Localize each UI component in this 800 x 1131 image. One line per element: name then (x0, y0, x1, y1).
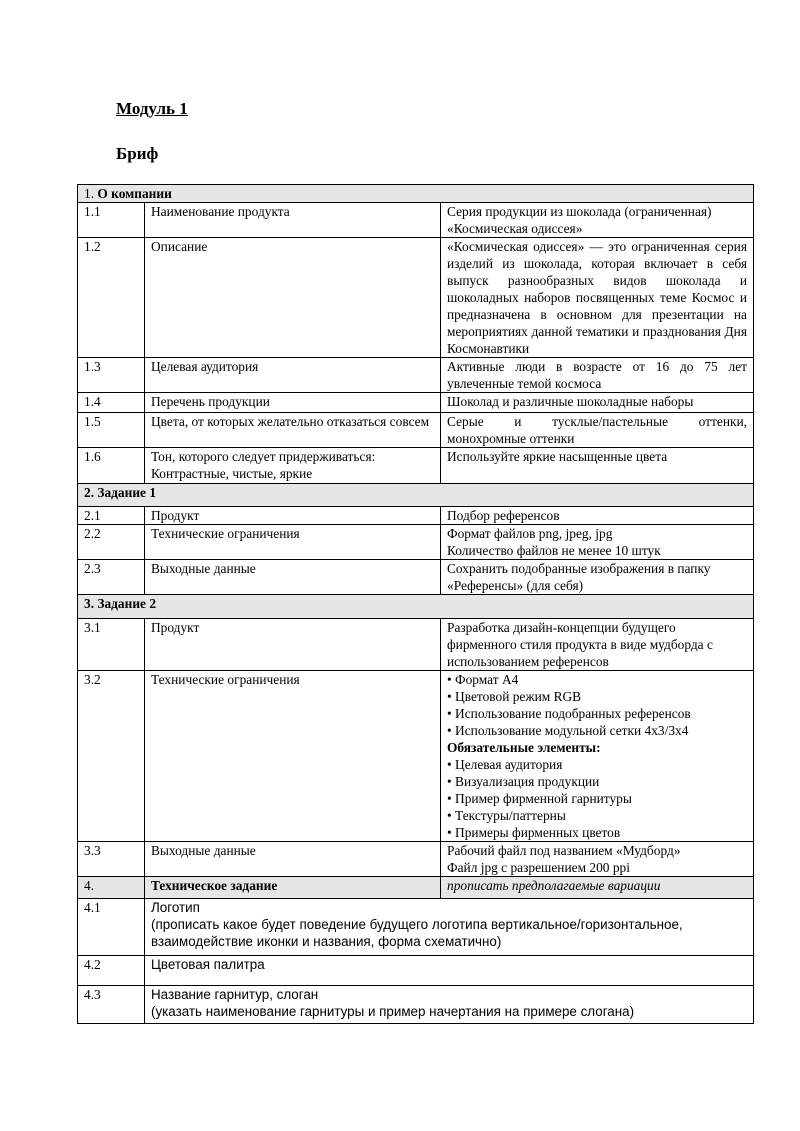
row-label: Выходные данные (145, 842, 441, 877)
row-description (145, 899, 754, 956)
list-item: • Формат А4 (447, 672, 519, 687)
row-label: Целевая аудитория (145, 358, 441, 393)
row-number: 3.2 (78, 671, 145, 842)
row-value: «Космическая одиссея» — это ограниченная серия изделий из шоколада, которая включает в себя выпуск разнообразных видов шоколада и шоколадных наборов посвященных теме Космос и предназначена в основном для презентации на мероприятиях данной тематики и празднования Дня Космонавтики (441, 238, 754, 358)
row-number: 1.5 (78, 413, 145, 448)
row-number: 3.1 (78, 619, 145, 671)
table-row (78, 671, 754, 842)
brief-title: Бриф (116, 144, 159, 163)
section-3-title: 3. Задание 2 (78, 595, 754, 619)
list-item: • Текстуры/паттерны (447, 808, 566, 823)
row-number: 4.2 (78, 956, 145, 986)
required-elements-heading: Обязательные элементы: (447, 740, 601, 755)
row-value (441, 671, 754, 842)
list-item: • Использование подобранных референсов (447, 706, 691, 721)
row-value: Серые и тусклые/пастельные оттенки, монохромные оттенки (441, 413, 754, 448)
row-label: Продукт (145, 619, 441, 671)
row-number: 1.1 (78, 203, 145, 238)
list-item: • Цветовой режим RGB (447, 689, 582, 704)
table-row (78, 238, 754, 358)
row-label: Технические ограничения (145, 525, 441, 560)
table-row (78, 448, 754, 484)
section-1-label: О компании (97, 186, 172, 201)
row-value: Серия продукции из шоколада (ограниченная) «Космическая одиссея» (441, 203, 754, 238)
row-value (441, 507, 754, 525)
list-item: • Визуализация продукции (447, 774, 600, 789)
row-title: Цветовая палитра (151, 957, 265, 972)
row-number: 4.3 (78, 986, 145, 1024)
table-row (78, 986, 754, 1024)
list-item: • Использование модульной сетки 4х3/3х4 (447, 723, 689, 738)
section-4-note: прописать предполагаемые вариации (441, 877, 754, 899)
value-line: Рабочий файл под названием «Мудборд» (447, 843, 681, 858)
row-number: 2.3 (78, 560, 145, 595)
table-row (78, 899, 754, 956)
list-item: • Примеры фирменных цветов (447, 825, 621, 840)
list-item: • Целевая аудитория (447, 757, 563, 772)
table-row (78, 413, 754, 448)
row-label: Наименование продукта (145, 203, 441, 238)
row-value (441, 842, 754, 877)
row-title: Логотип (151, 900, 200, 915)
table-row (78, 358, 754, 393)
row-value: Активные люди в возрасте от 16 до 75 лет увлеченные темой космоса (441, 358, 754, 393)
table-row (78, 203, 754, 238)
section-1-number: 1. (84, 186, 95, 201)
section-1-header (78, 185, 754, 203)
brief-table (77, 184, 754, 1024)
list-item: • Пример фирменной гарнитуры (447, 791, 632, 806)
value-line: Формат файлов png, jpeg, jpg (447, 526, 613, 541)
module-title: Модуль 1 (116, 99, 188, 118)
section-4-number: 4. (78, 877, 145, 899)
row-description (145, 986, 754, 1024)
row-value (441, 560, 754, 595)
table-row (78, 560, 754, 595)
row-label: Выходные данные (145, 560, 441, 595)
row-value (441, 525, 754, 560)
row-label: Технические ограничения (145, 671, 441, 842)
row-number: 1.2 (78, 238, 145, 358)
row-label: Продукт (145, 507, 441, 525)
row-note: (указать наименование гарнитуры и пример начертания на примере слогана) (151, 1004, 635, 1019)
table-row (78, 956, 754, 986)
row-number: 4.1 (78, 899, 145, 956)
row-number: 3.3 (78, 842, 145, 877)
value-line: Количество файлов не менее 10 штук (447, 543, 661, 558)
row-note: (прописать какое будет поведение будущего логотипа вертикальное/горизонтальное, взаимодействие иконки и названия, форма схематично) (151, 917, 683, 949)
value-line: Файл jpg с разрешением 200 ppi (447, 860, 630, 875)
table-row (78, 507, 754, 525)
row-label: Перечень продукции (145, 393, 441, 413)
row-number: 1.6 (78, 448, 145, 484)
section-4-header (78, 877, 754, 899)
row-value: Разработка дизайн-концепции будущего фирменного стиля продукта в виде мудборда с использованием референсов (441, 619, 754, 671)
table-row (78, 619, 754, 671)
value-line: Подбор референсов (447, 508, 560, 523)
table-row (78, 842, 754, 877)
row-value: Используйте яркие насыщенные цвета (441, 448, 754, 484)
row-number: 1.3 (78, 358, 145, 393)
section-2-header (78, 484, 754, 507)
section-4-title: Техническое задание (145, 877, 441, 899)
section-2-title: 2. Задание 1 (78, 484, 754, 507)
row-label: Описание (145, 238, 441, 358)
value-line: Сохранить подобранные изображения в папку «Референсы» (для себя) (447, 561, 711, 593)
section-1-title (78, 185, 754, 203)
row-value: Шоколад и различные шоколадные наборы (441, 393, 754, 413)
row-number: 2.2 (78, 525, 145, 560)
row-label: Цвета, от которых желательно отказаться совсем (145, 413, 441, 448)
table-row (78, 525, 754, 560)
row-label: Тон, которого следует придерживаться: Контрастные, чистые, яркие (145, 448, 441, 484)
row-number: 1.4 (78, 393, 145, 413)
row-title: Название гарнитур, слоган (151, 987, 319, 1002)
section-3-header (78, 595, 754, 619)
row-description (145, 956, 754, 986)
table-row (78, 393, 754, 413)
row-number: 2.1 (78, 507, 145, 525)
